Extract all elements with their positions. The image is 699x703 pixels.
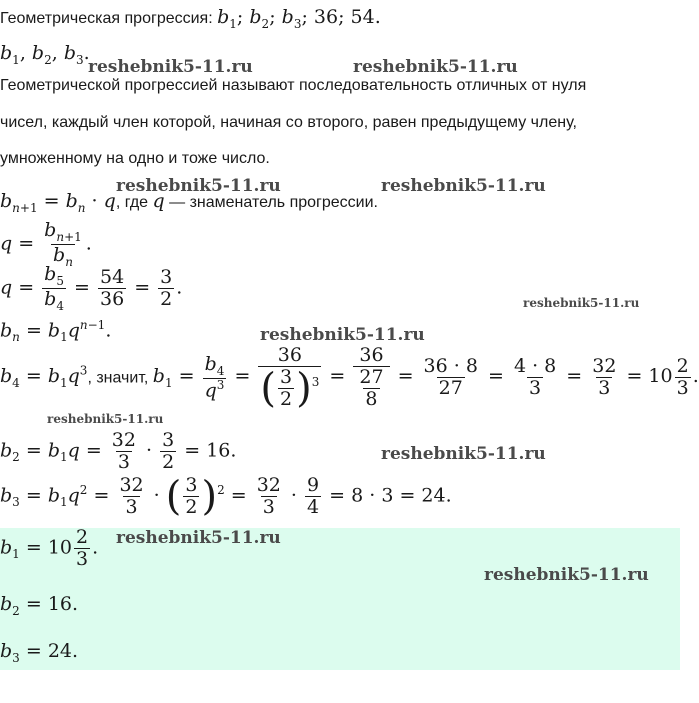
- answer-b1: $b_1 = 10$ $\frac{2}{3}$ .: [0, 526, 99, 570]
- definition-line-2: чисел, каждый член которой, начиная со второго, равен предыдущему члену,: [0, 114, 577, 131]
- q-computation: q = $\frac{b_5}{b_4}$ = $\frac{54}{36}$ = $\frac{3}{2}$ .: [0, 263, 183, 313]
- problem-label: Геометрическая прогрессия:: [0, 10, 213, 27]
- b3-computation: $b_3 = b_1q^2$ = $\frac{32}{3}$ · ( $\frac{3}{2}$ )$^2$ = $\frac{32}{3}$ · $\frac{9}{4}$ = 8 · 3 = 24.: [0, 473, 452, 520]
- answer-b2: $b_2 = 16$.: [0, 593, 79, 618]
- watermark: reshebnik5-11.ru: [381, 444, 546, 464]
- unknowns-line: $b_1$, $b_2$, $b_3$.: [0, 42, 90, 67]
- watermark: reshebnik5-11.ru: [116, 528, 281, 548]
- watermark: reshebnik5-11.ru: [381, 176, 546, 196]
- problem-statement: [0, 6, 381, 31]
- watermark: reshebnik5-11.ru: [88, 57, 253, 77]
- answer-block: [0, 528, 680, 670]
- definition-line-1: Геометрической прогрессией называют последовательность отличных от нуля: [0, 77, 587, 94]
- answer-b3: $b_3 = 24$.: [0, 640, 79, 665]
- watermark: reshebnik5-11.ru: [523, 296, 640, 310]
- definition-line-3: умноженному на одно и тоже число.: [0, 150, 270, 167]
- recurrence-formula: $b_{n+1} = b_n \cdot q$, где q — знаменатель прогрессии.: [0, 190, 378, 215]
- watermark: reshebnik5-11.ru: [260, 325, 425, 345]
- watermark: reshebnik5-11.ru: [353, 57, 518, 77]
- nth-term-formula: $b_n = b_1q^{n-1}$.: [0, 318, 112, 345]
- b2-computation: $b_2 = b_1q$ = $\frac{32}{3}$ · $\frac{3}{2}$ = 16.: [0, 429, 237, 473]
- watermark: reshebnik5-11.ru: [47, 412, 164, 426]
- watermark: reshebnik5-11.ru: [116, 176, 281, 196]
- q-definition: q = $\frac{b_{n+1}}{b_n}$ .: [0, 219, 92, 269]
- sequence-formula: $b_1$; $b_2$; $b_3$; 36; 54.: [217, 6, 381, 31]
- watermark: reshebnik5-11.ru: [484, 565, 649, 585]
- b1-computation: $b_4 = b_1q^3$, значит, $b_1$ = $\frac{b_4}{q^3}$ = 36 ( $\frac{3}{2}$ )$^3$ = $\frac{36}{\frac{27}{8}}$ = $\frac{36 \cdot 8}{27}$ = $\frac{4 \cdot 8}{3}$ = $\frac{32}{3}$ = 10 $\frac{2}{3}$ .: [0, 344, 699, 412]
